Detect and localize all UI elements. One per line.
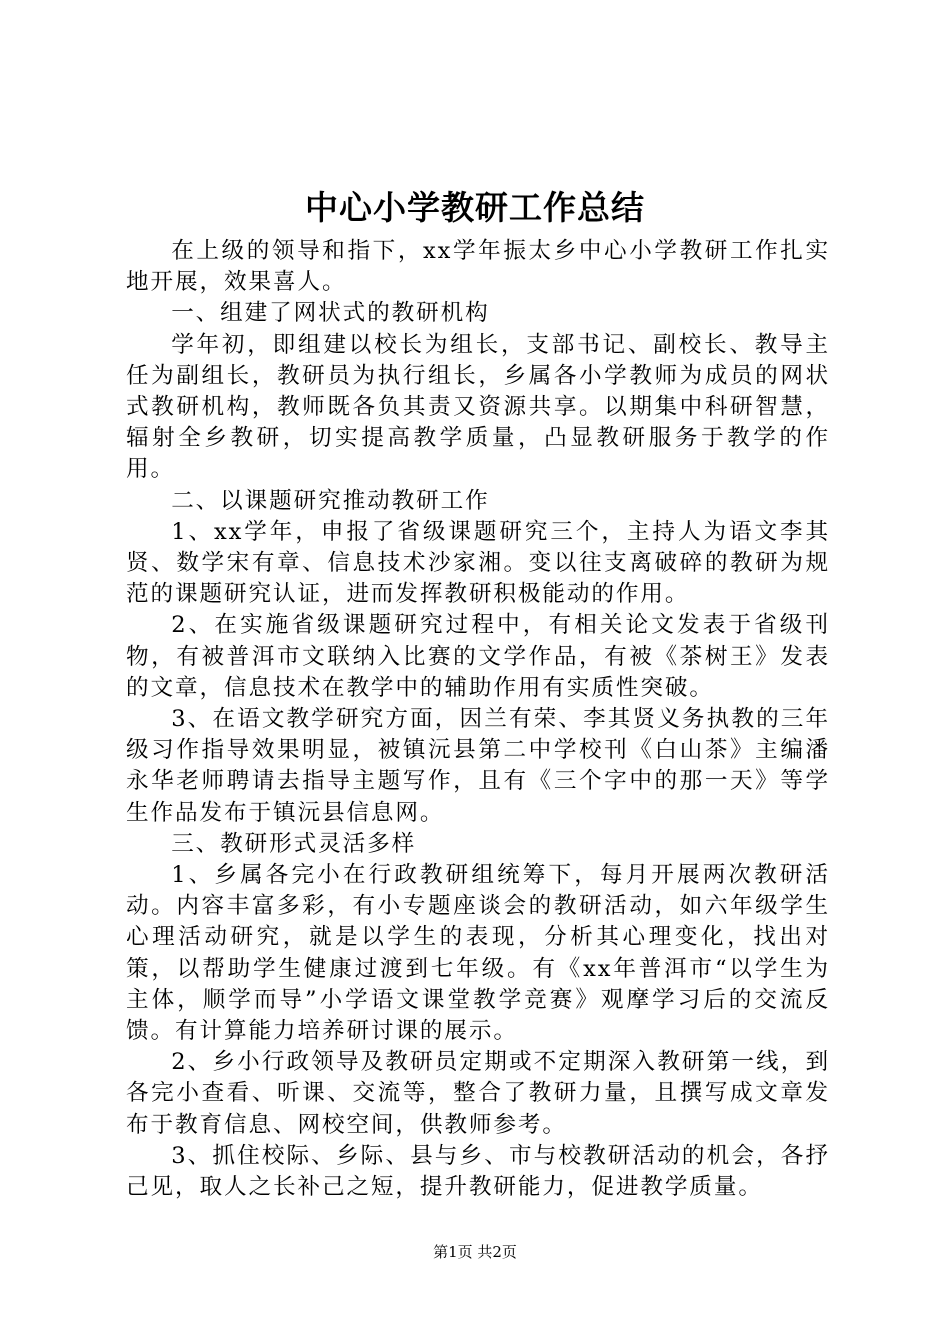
paragraph: 3、抓住校际、乡际、县与乡、市与校教研活动的机会，各抒己见，取人之长补己之短，提升教研能力，促进教学质量。 <box>126 1142 830 1201</box>
section-heading-1: 一、组建了网状式的教研机构 <box>171 300 490 327</box>
paragraph: 1、xx学年，申报了省级课题研究三个，主持人为语文李其贤、数学宋有章、信息技术沙家湘。变以往支离破碎的教研为规范的课题研究认证，进而发挥教研积极能动的作用。 <box>126 518 830 608</box>
paragraph: 学年初，即组建以校长为组长，支部书记、副校长、教导主任为副组长，教研员为执行组长，乡属各小学教师为成员的网状式教研机构，教师既各负其责又资源共享。以期集中科研智慧，辐射全乡教研，切实提高教学质量，凸显教研服务于教学的作用。 <box>126 331 830 483</box>
section-heading-2: 二、以课题研究推动教研工作 <box>171 487 490 514</box>
section-heading-3: 三、教研形式灵活多样 <box>171 830 417 857</box>
document-title: 中心小学教研工作总结 <box>305 188 645 227</box>
paragraph: 2、乡小行政领导及教研员定期或不定期深入教研第一线，到各完小查看、听课、交流等，整合了教研力量，且撰写成文章发布于教育信息、网校空间，供教师参考。 <box>126 1049 830 1138</box>
document-body <box>126 236 830 1203</box>
paragraph: 1、乡属各完小在行政教研组统筹下，每月开展两次教研活动。内容丰富多彩，有小专题座谈会的教研活动，如六年级学生心理活动研究，就是以学生的表现，分析其心理变化，找出对策，以帮助学生健康过渡到七年级。有《xx年普洱市“以学生为主体，顺学而导”小学语文课堂教学竞赛》观摩学习后的交流反馈。有计算能力培养研讨课的展示。 <box>126 862 830 1045</box>
paragraph: 3、在语文教学研究方面，因兰有荣、李其贤义务执教的三年级习作指导效果明显，被镇沅县第二中学校刊《白山茶》主编潘永华老师聘请去指导主题写作，且有《三个字中的那一天》等学生作品发布于镇沅县信息网。 <box>126 706 830 826</box>
intro-paragraph: 在上级的领导和指下，xx学年振太乡中心小学教研工作扎实地开展，效果喜人。 <box>126 238 830 296</box>
paragraph: 2、在实施省级课题研究过程中，有相关论文发表于省级刊物，有被普洱市文联纳入比赛的文学作品，有被《茶树王》发表的文章，信息技术在教学中的辅助作用有实质性突破。 <box>126 612 830 701</box>
page-number-footer: 第1页 共2页 <box>433 1243 517 1261</box>
